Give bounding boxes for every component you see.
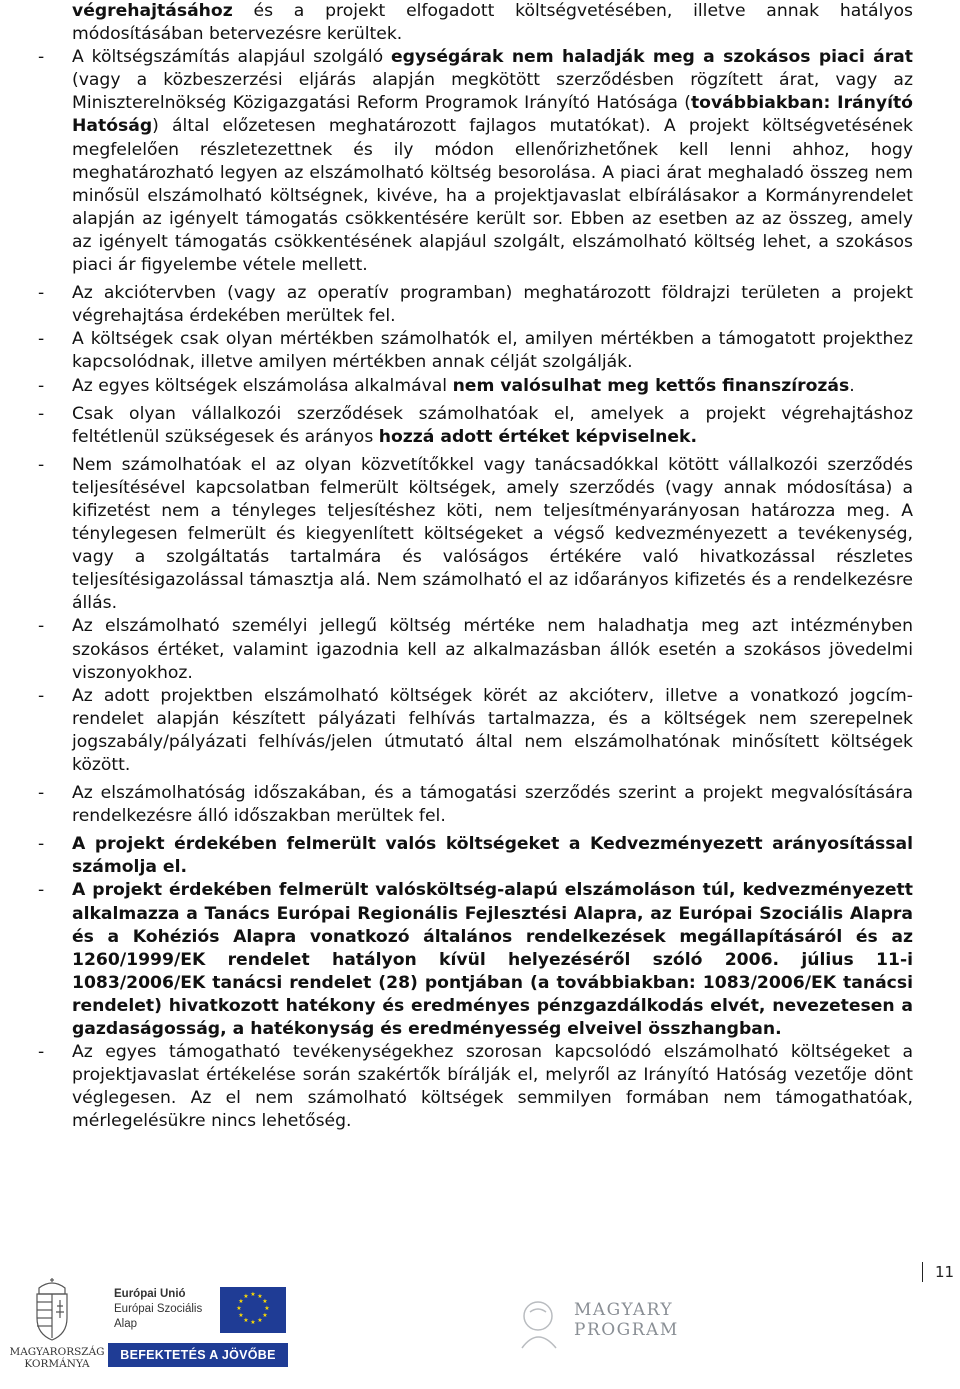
list-dash: - xyxy=(38,329,45,350)
svg-text:★: ★ xyxy=(243,1293,249,1300)
government-logo xyxy=(5,1276,105,1372)
body-text: Az akciótervben (vagy az operatív programban) meghatározott földrajzi területen a projekt végrehajtása érdekében merültek fel. xyxy=(72,283,913,327)
bold-text: egységárak nem haladják meg a szokásos piaci árat xyxy=(390,47,913,68)
eu-line1: Európai Unió xyxy=(114,1288,186,1300)
list-item xyxy=(38,782,913,828)
body-text: . xyxy=(849,375,855,396)
svg-text:★: ★ xyxy=(257,1317,263,1324)
svg-text:★: ★ xyxy=(243,1317,249,1324)
list-item xyxy=(38,375,913,398)
svg-text:★: ★ xyxy=(264,1305,270,1312)
eu-line2: Európai Szociális xyxy=(114,1303,203,1315)
body-text: A költségek csak olyan mértékben számolhatók el, amilyen mértékben a támogatott projekthez kapcsolódnak, illetve amilyen mértékben annak célját szolgálják. xyxy=(72,329,913,373)
coat-of-arms-icon xyxy=(5,1276,99,1346)
list-dash: - xyxy=(38,283,45,304)
intro-continuation xyxy=(38,0,913,46)
list-item xyxy=(38,1041,913,1133)
bold-text: hozzá adott értéket képviselnek. xyxy=(378,426,697,447)
svg-text:★: ★ xyxy=(238,1298,244,1305)
list-dash: - xyxy=(38,1042,45,1063)
eu-line3: Alap xyxy=(114,1318,138,1330)
bold-text: A projekt érdekében felmerült valósköltség-alapú elszámoláson túl, kedvezményezett alkalmazza a Tanács Európai Regionális Fejlesztési Alapra, az Európai Szociális Alapra és a Kohéziós Alapra vonatkozó általános rendelkezések megállapításáról és az 1260/1999/EK rendelet hatályon kívül helyezéséről szóló 2006. július 11-i 1083/2006/EK tanácsi rendelet (28) pontjában (a továbbiakban: 1083/2006/EK tanácsi rendelet) hivatkozott hatékony és eredményes pénzgazdálkodás elvét, nevezetesen a gazdaságosság, a hatékonyság és eredményesség elveivel összhangban. xyxy=(72,880,913,1040)
svg-text:★: ★ xyxy=(262,1298,268,1305)
eu-flag-icon xyxy=(220,1287,286,1333)
bold-text: továbbiakban: Irányító Hatóság xyxy=(72,93,913,137)
list-item xyxy=(38,833,913,879)
document-body xyxy=(38,0,913,1134)
list-item xyxy=(38,403,913,449)
list-item xyxy=(38,615,913,684)
bold-text: A projekt érdekében felmerült valós költségeket a Kedvezményezett arányosítással számolja el. xyxy=(72,834,913,878)
body-text: Az elszámolható személyi jellegű költség mértéke nem haladhatja meg azt intézményben szokásos értéket, valamint igazodnia kell az alkalmazásban állók esetén a szokásos jövedelmi viszonyokhoz. xyxy=(72,616,913,683)
bold-text: végrehajtásához xyxy=(72,1,233,21)
body-text: ) által előzetesen meghatározott fajlagos mutatókat). A projekt költségvetésének megfelelően részletezettnek és ily módon ellenőrizhetőnek kell lenni ahhoz, hogy meghatározható legyen az elszámolható költség besorolása. A piaci árat meghaladó összeg nem minősül elszámolható költségnek, kivéve, ha a projektjavaslat elbírálásakor a Kormányrendelet alapján az igényelt támogatás csökkentésére került sor. Ebben az esetben az az összeg, amely az igényelt támogatás csökkentésének alapjául szolgált, elszámolható költség lehet, a szokásos piaci ár figyelembe vétele mellett. xyxy=(72,116,913,276)
body-text: Az egyes támogatható tevékenységekhez szorosan kapcsolódó elszámolható költségeket a projektjavaslat értékelése során szakértők bírálják el, melyről az Irányító Hatóság vezetője dönt véglegesen. Az el nem számolható költségek semmilyen formában nem támogathatóak, mérlegelésükre nincs lehetőség. xyxy=(72,1042,913,1132)
list-item xyxy=(38,46,913,277)
government-line2: KORMÁNYA xyxy=(24,1358,90,1370)
body-text: Nem számolhatóak el az olyan közvetítőkkel vagy tanácsadókkal kötött vállalkozói szerződés teljesítésével kapcsolatban felmerült költségek, amely szerződés (vagy annak módosítása) a kifizetést nem a tényleges teljesítéshez köti, nem teljesítményarányosan határozza meg. A ténylegesen felmerült és kiegyenlített költségeket a végső kedvezményezett a tevékenység, vagy a szolgáltatás tartalmára és valóságos értékére való hivatkozással részletes teljesítésigazolással támasztja alá. Nem számolható el az időarányos kifizetés és a rendelkezésre állás. xyxy=(72,454,913,614)
body-text: Az egyes költségek elszámolása alkalmával xyxy=(72,375,453,396)
magyary-program-logo xyxy=(500,1294,679,1350)
eu-logo xyxy=(108,1283,288,1369)
eu-name xyxy=(114,1287,202,1332)
svg-text:★: ★ xyxy=(250,1319,256,1326)
body-text: és a projekt elfogadott költségvetésében, illetve annak hatályos módosításában betervezésre kerültek. xyxy=(72,1,913,45)
portrait-icon xyxy=(500,1294,570,1350)
list-item xyxy=(38,685,913,777)
body-text: (vagy a közbeszerzési eljárás alapján megkötött szerződésben rögzített árat, vagy az Miniszterelnökség Közigazgatási Reform Programok Irányító Hatósága ( xyxy=(72,70,913,114)
bold-text: nem valósulhat meg kettős finanszírozás xyxy=(452,375,850,396)
program-line1: MAGYARY xyxy=(574,1300,674,1320)
list-item xyxy=(38,879,913,1041)
list-dash: - xyxy=(38,403,45,424)
list-dash: - xyxy=(38,47,45,68)
svg-text:★: ★ xyxy=(236,1305,242,1312)
program-line2: PROGRAM xyxy=(574,1320,679,1340)
body-text: A költségszámítás alapjául szolgáló xyxy=(72,47,391,68)
list-dash: - xyxy=(38,880,45,901)
list-dash: - xyxy=(38,375,45,396)
body-text: Az adott projektben elszámolható költségek körét az akcióterv, illetve a vonatkozó jogcím-rendelet alapján készített pályázati felhívás tartalmazza, és a költségek nem szerepelnek jogszabály/pályázati felhívás/jelen útmutató által nem elszámolhatónak minősített költségek között. xyxy=(72,685,913,775)
svg-text:★: ★ xyxy=(250,1291,256,1298)
list-item xyxy=(38,282,913,328)
body-text: Az elszámolhatóság időszakában, és a támogatási szerződés szerint a projekt megvalósítására rendelkezésre álló időszakban merültek fel. xyxy=(72,783,913,827)
list-dash: - xyxy=(38,616,45,637)
list-dash: - xyxy=(38,783,45,804)
government-line1: MAGYARORSZÁG xyxy=(9,1346,105,1358)
page-number: 11 xyxy=(922,1262,954,1282)
svg-text:★: ★ xyxy=(257,1293,263,1300)
list-dash: - xyxy=(38,834,45,855)
svg-text:★: ★ xyxy=(262,1312,268,1319)
svg-text:★: ★ xyxy=(238,1312,244,1319)
list-dash: - xyxy=(38,685,45,706)
eu-stars-icon xyxy=(220,1287,286,1333)
list-item xyxy=(38,454,913,616)
list-item xyxy=(38,328,913,374)
government-name xyxy=(5,1346,109,1370)
eu-slogan-banner: BEFEKTETÉS A JÖVŐBE xyxy=(108,1343,288,1367)
magyary-program-text xyxy=(574,1300,679,1340)
body-text: Csak olyan vállalkozói szerződések számolhatóak el, amelyek a projekt végrehajtáshoz feltétlenül szükségesek és arányos xyxy=(72,403,913,447)
list-dash: - xyxy=(38,454,45,475)
